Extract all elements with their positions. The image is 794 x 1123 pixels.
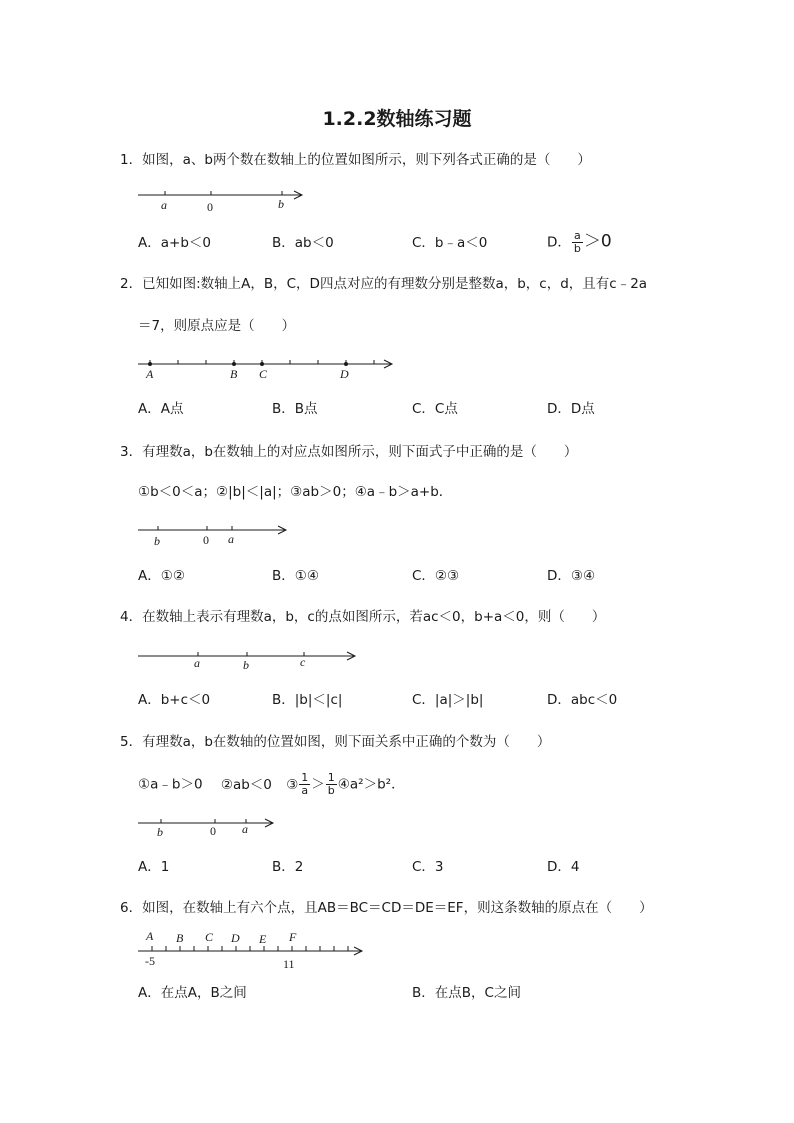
q1-option-a: A．a+b＜0 — [138, 235, 211, 251]
q5-option-b: B．2 — [272, 859, 304, 875]
question-2-stem-line1: 2．已知如图:数轴上A，B，C，D四点对应的有理数分别是整数a，b，c，d，且有c﹣2a — [120, 276, 648, 292]
question-3-stem: 3．有理数a，b在数轴上的对应点如图所示，则下面式子中正确的是（ ） — [120, 444, 578, 460]
q2-option-c: C．C点 — [412, 401, 458, 417]
q1-option-d-tail: ＞0 — [583, 231, 612, 252]
q4-axis-label-a: a — [194, 656, 200, 670]
question-6-stem: 6．如图，在数轴上有六个点，且AB＝BC＝CD＝DE＝EF，则这条数轴的原点在（ ） — [120, 900, 653, 916]
q5-cond-4: ④a²＞b²． — [337, 776, 405, 793]
q1-axis-label-a: a — [161, 198, 167, 212]
q3-axis-label-0: 0 — [203, 533, 209, 547]
q1-frac-num: a — [574, 229, 581, 242]
question-2-stem-line2: ＝7，则原点应是（ ） — [138, 318, 296, 334]
q2-option-d: D．D点 — [547, 401, 595, 417]
q6-axis-label-b: B — [176, 931, 184, 945]
q3-option-a: A．①② — [138, 568, 185, 584]
q6-axis-label-f: F — [289, 930, 297, 944]
q5-frac2-den: b — [327, 784, 335, 797]
question-3-conditions: ①b＜0＜a；②|b|＜|a|；③ab＞0；④a﹣b＞a+b． — [138, 484, 453, 500]
q1-option-c: C．b﹣a＜0 — [412, 235, 488, 251]
q5-frac1-num: 1 — [301, 771, 309, 784]
q1-option-b: B．ab＜0 — [272, 235, 334, 251]
q6-axis-number-minus5: -5 — [145, 954, 155, 968]
question-5-stem: 5．有理数a，b在数轴的位置如图，则下面关系中正确的个数为（ ） — [120, 734, 551, 750]
q2-axis-label-c: C — [259, 367, 268, 381]
q5-cond-1: ①a﹣b＞0 — [138, 776, 203, 793]
q3-axis-label-a: a — [228, 532, 234, 546]
q2-option-b: B．B点 — [272, 401, 318, 417]
q6-axis-label-a: A — [146, 929, 154, 943]
q4-axis-label-b: b — [243, 658, 249, 672]
q5-axis-label-a: a — [242, 822, 248, 836]
q1-axis-label-0: 0 — [207, 200, 213, 214]
q2-axis-label-d: D — [340, 367, 349, 381]
q1-axis-label-b: b — [278, 197, 284, 211]
q5-frac2-num: 1 — [327, 771, 335, 784]
q6-option-b: B．在点B，C之间 — [412, 985, 521, 1001]
q5-cond-3-mid: ＞ — [311, 776, 325, 793]
q6-axis-number-11: 11 — [283, 957, 295, 971]
q3-option-b: B．①④ — [272, 568, 319, 584]
q3-option-c: C．②③ — [412, 568, 460, 584]
q6-axis-label-d: D — [231, 931, 240, 945]
q6-axis-label-c: C — [205, 930, 214, 944]
q4-option-b: B．|b|＜|c| — [272, 692, 343, 708]
question-4-stem: 4．在数轴上表示有理数a，b，c的点如图所示，若ac＜0，b+a＜0，则（ ） — [120, 609, 606, 625]
q5-axis-label-b: b — [157, 825, 163, 839]
q5-frac1-den: a — [301, 784, 309, 797]
q5-cond-2: ②ab＜0 — [220, 776, 272, 793]
q5-axis-label-0: 0 — [210, 824, 216, 838]
q4-option-c: C．|a|＞|b| — [412, 692, 484, 708]
q4-option-a: A．b+c＜0 — [138, 692, 211, 708]
q2-axis-label-a: A — [146, 367, 154, 381]
q1-frac-den: b — [573, 242, 581, 255]
q2-option-a: A．A点 — [138, 401, 184, 417]
q4-axis-label-c: c — [300, 655, 306, 669]
page-title: 1.2.2数轴练习题 — [322, 108, 472, 130]
q1-option-d-label: D． — [547, 234, 571, 251]
q5-option-a: A．1 — [138, 859, 170, 875]
q5-cond-3-prefix: ③ — [286, 776, 299, 793]
question-1-stem: 1．如图，a、b两个数在数轴上的位置如图所示，则下列各式正确的是（ ） — [120, 152, 591, 168]
q3-option-d: D．③④ — [547, 568, 596, 584]
q5-option-c: C．3 — [412, 859, 444, 875]
q6-option-a: A．在点A，B之间 — [138, 985, 247, 1001]
q6-axis-label-e: E — [259, 932, 267, 946]
q5-option-d: D．4 — [547, 859, 580, 875]
q3-axis-label-b: b — [154, 534, 160, 548]
q2-axis-label-b: B — [230, 367, 238, 381]
q4-option-d: D．abc＜0 — [547, 692, 618, 708]
